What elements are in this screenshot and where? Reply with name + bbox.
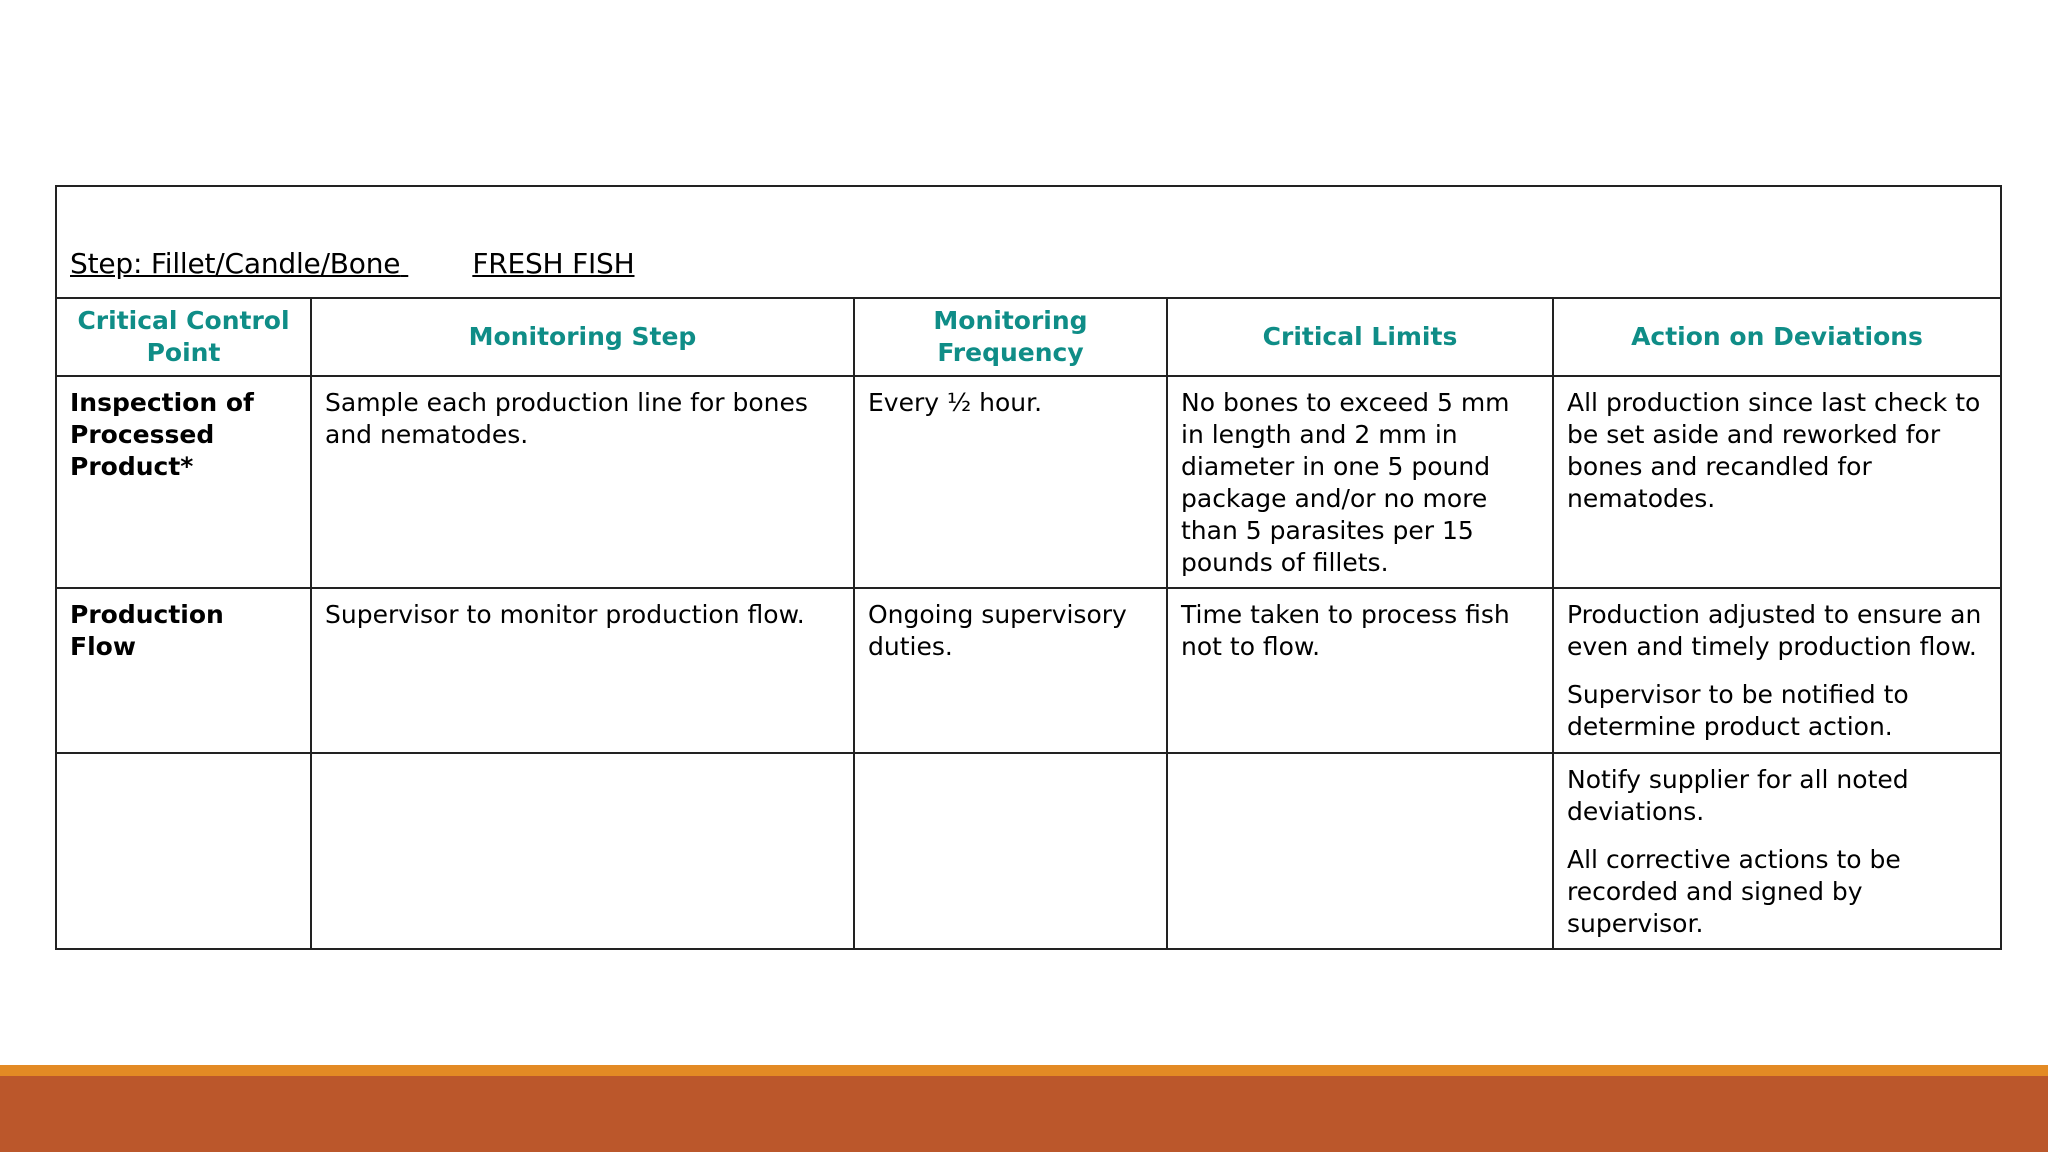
action-text: All production since last check to be set aside and reworked for bones and recandled for nematodes. <box>1567 388 1981 513</box>
step-header-cell <box>56 186 2001 298</box>
frequency-cell: Ongoing supervisory duties. <box>854 588 1167 753</box>
footer-bar <box>0 1076 2048 1152</box>
ccp-cell <box>56 753 311 949</box>
critical-limits-cell: Time taken to process fish not to flow. <box>1167 588 1553 753</box>
monitoring-step-cell <box>311 753 854 949</box>
column-header-actions: Action on Deviations <box>1553 298 2001 376</box>
frequency-cell: Every ½ hour. <box>854 376 1167 588</box>
step-spacer <box>400 249 472 281</box>
critical-limits-cell: No bones to exceed 5 mm in length and 2 mm in diameter in one 5 pound package and/or no more than 5 parasites per 15 pounds of fillets. <box>1167 376 1553 588</box>
table-row <box>56 753 2001 949</box>
monitoring-step-cell: Supervisor to monitor production flow. <box>311 588 854 753</box>
product-label: FRESH FISH <box>472 247 635 280</box>
action-text: Supervisor to be notified to determine product action. <box>1567 680 1909 741</box>
action-text: All corrective actions to be recorded and signed by supervisor. <box>1567 845 1901 938</box>
haccp-table <box>55 185 2002 950</box>
action-text: Production adjusted to ensure an even and timely production flow. <box>1567 600 1982 661</box>
step-label: Step: Fillet/Candle/Bone <box>70 247 401 280</box>
column-header-monitoring-step: Monitoring Step <box>311 298 854 376</box>
monitoring-step-cell: Sample each production line for bones and nematodes. <box>311 376 854 588</box>
column-header-row <box>56 298 2001 376</box>
footer-accent-stripe <box>0 1065 2048 1076</box>
table-row <box>56 376 2001 588</box>
frequency-cell <box>854 753 1167 949</box>
actions-cell <box>1553 376 2001 588</box>
column-header-critical-limits: Critical Limits <box>1167 298 1553 376</box>
ccp-cell: Inspection of Processed Product* <box>56 376 311 588</box>
column-header-frequency: Monitoring Frequency <box>854 298 1167 376</box>
critical-limits-cell <box>1167 753 1553 949</box>
actions-cell <box>1553 588 2001 753</box>
table-row <box>56 588 2001 753</box>
actions-cell <box>1553 753 2001 949</box>
column-header-ccp: Critical Control Point <box>56 298 311 376</box>
action-text: Notify supplier for all noted deviations. <box>1567 765 1909 826</box>
step-header-row <box>56 186 2001 298</box>
ccp-cell: Production Flow <box>56 588 311 753</box>
